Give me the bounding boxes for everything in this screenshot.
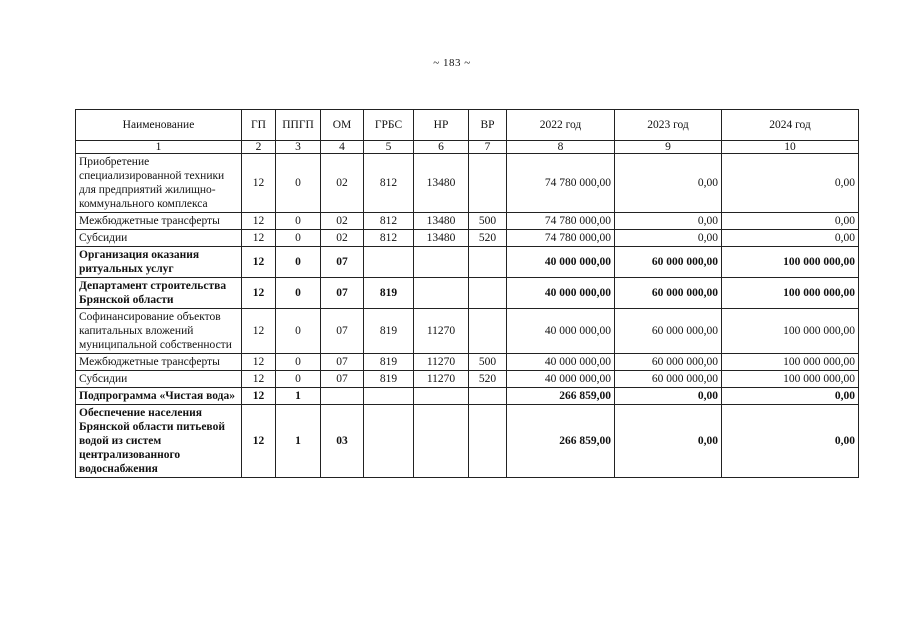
nr-cell: 11270 [414,371,469,388]
ppgp-cell: 1 [276,388,321,405]
gp-cell: 12 [242,371,276,388]
gp-cell: 12 [242,309,276,354]
ppgp-cell: 0 [276,247,321,278]
amount-2024: 0,00 [722,213,859,230]
vr-cell: 500 [469,354,507,371]
om-cell: 07 [321,309,364,354]
column-number: 10 [722,141,859,154]
ppgp-cell: 0 [276,154,321,213]
grbs-cell: 812 [364,154,414,213]
amount-2022: 74 780 000,00 [507,230,615,247]
amount-2023: 60 000 000,00 [615,354,722,371]
vr-cell [469,405,507,478]
row-name: Департамент строительства Брянской области [76,278,242,309]
column-number: 2 [242,141,276,154]
row-name: Приобретение специализированной техники для предприятий жилищно-коммунального комплекса [76,154,242,213]
amount-2024: 100 000 000,00 [722,371,859,388]
amount-2023: 0,00 [615,388,722,405]
row-name: Обеспечение населения Брянской области питьевой водой из систем централизованного водоснабжения [76,405,242,478]
header-gp: ГП [242,110,276,141]
vr-cell [469,278,507,309]
row-name: Субсидии [76,371,242,388]
gp-cell: 12 [242,354,276,371]
grbs-cell [364,405,414,478]
amount-2022: 40 000 000,00 [507,247,615,278]
row-name: Межбюджетные трансферты [76,354,242,371]
amount-2024: 100 000 000,00 [722,247,859,278]
vr-cell [469,154,507,213]
amount-2022: 266 859,00 [507,405,615,478]
row-name: Субсидии [76,230,242,247]
nr-cell [414,388,469,405]
header-om: ОМ [321,110,364,141]
nr-cell: 13480 [414,213,469,230]
header-nr: НР [414,110,469,141]
om-cell: 02 [321,230,364,247]
om-cell [321,388,364,405]
table-row [76,309,859,354]
table-row [76,247,859,278]
header-vr: ВР [469,110,507,141]
grbs-cell: 819 [364,371,414,388]
table-row [76,230,859,247]
table-body [76,154,859,478]
om-cell: 07 [321,354,364,371]
column-number-row [76,141,859,154]
amount-2023: 60 000 000,00 [615,247,722,278]
amount-2022: 40 000 000,00 [507,309,615,354]
column-number: 8 [507,141,615,154]
header-2024: 2024 год [722,110,859,141]
grbs-cell: 812 [364,230,414,247]
vr-cell [469,247,507,278]
row-name: Подпрограмма «Чистая вода» [76,388,242,405]
table-row [76,154,859,213]
amount-2022: 40 000 000,00 [507,278,615,309]
om-cell: 02 [321,213,364,230]
header-ppgp: ППГП [276,110,321,141]
om-cell: 03 [321,405,364,478]
amount-2022: 74 780 000,00 [507,213,615,230]
page-number: ~ 183 ~ [433,57,471,69]
budget-table [75,109,859,478]
gp-cell: 12 [242,154,276,213]
amount-2024: 100 000 000,00 [722,309,859,354]
grbs-cell: 819 [364,354,414,371]
ppgp-cell: 0 [276,309,321,354]
vr-cell: 520 [469,230,507,247]
column-number: 5 [364,141,414,154]
ppgp-cell: 0 [276,278,321,309]
grbs-cell: 819 [364,309,414,354]
amount-2023: 0,00 [615,230,722,247]
amount-2022: 40 000 000,00 [507,371,615,388]
table-row [76,388,859,405]
om-cell: 07 [321,247,364,278]
ppgp-cell: 0 [276,213,321,230]
om-cell: 07 [321,371,364,388]
row-name: Софинансирование объектов капитальных вложений муниципальной собственности [76,309,242,354]
header-grbs: ГРБС [364,110,414,141]
amount-2023: 0,00 [615,405,722,478]
grbs-cell: 812 [364,213,414,230]
column-number: 4 [321,141,364,154]
om-cell: 02 [321,154,364,213]
grbs-cell: 819 [364,278,414,309]
gp-cell: 12 [242,213,276,230]
amount-2023: 60 000 000,00 [615,371,722,388]
amount-2022: 74 780 000,00 [507,154,615,213]
amount-2023: 60 000 000,00 [615,278,722,309]
column-number: 6 [414,141,469,154]
ppgp-cell: 1 [276,405,321,478]
table-header-row [76,110,859,141]
column-number: 1 [76,141,242,154]
table-row [76,405,859,478]
nr-cell: 13480 [414,154,469,213]
nr-cell: 11270 [414,354,469,371]
table-row [76,371,859,388]
ppgp-cell: 0 [276,230,321,247]
header-2022: 2022 год [507,110,615,141]
row-name: Организация оказания ритуальных услуг [76,247,242,278]
nr-cell: 13480 [414,230,469,247]
amount-2024: 0,00 [722,154,859,213]
column-number: 7 [469,141,507,154]
vr-cell [469,309,507,354]
vr-cell: 520 [469,371,507,388]
gp-cell: 12 [242,405,276,478]
grbs-cell [364,388,414,405]
amount-2023: 0,00 [615,213,722,230]
vr-cell [469,388,507,405]
amount-2024: 100 000 000,00 [722,354,859,371]
ppgp-cell: 0 [276,354,321,371]
nr-cell [414,405,469,478]
amount-2022: 40 000 000,00 [507,354,615,371]
nr-cell: 11270 [414,309,469,354]
table-row [76,213,859,230]
gp-cell: 12 [242,278,276,309]
row-name: Межбюджетные трансферты [76,213,242,230]
grbs-cell [364,247,414,278]
column-number: 3 [276,141,321,154]
amount-2022: 266 859,00 [507,388,615,405]
amount-2023: 0,00 [615,154,722,213]
amount-2024: 0,00 [722,388,859,405]
om-cell: 07 [321,278,364,309]
vr-cell: 500 [469,213,507,230]
ppgp-cell: 0 [276,371,321,388]
amount-2024: 100 000 000,00 [722,278,859,309]
header-2023: 2023 год [615,110,722,141]
table-row [76,354,859,371]
amount-2024: 0,00 [722,230,859,247]
gp-cell: 12 [242,230,276,247]
gp-cell: 12 [242,388,276,405]
gp-cell: 12 [242,247,276,278]
amount-2023: 60 000 000,00 [615,309,722,354]
header-name: Наименование [76,110,242,141]
column-number: 9 [615,141,722,154]
table-row [76,278,859,309]
nr-cell [414,247,469,278]
nr-cell [414,278,469,309]
amount-2024: 0,00 [722,405,859,478]
